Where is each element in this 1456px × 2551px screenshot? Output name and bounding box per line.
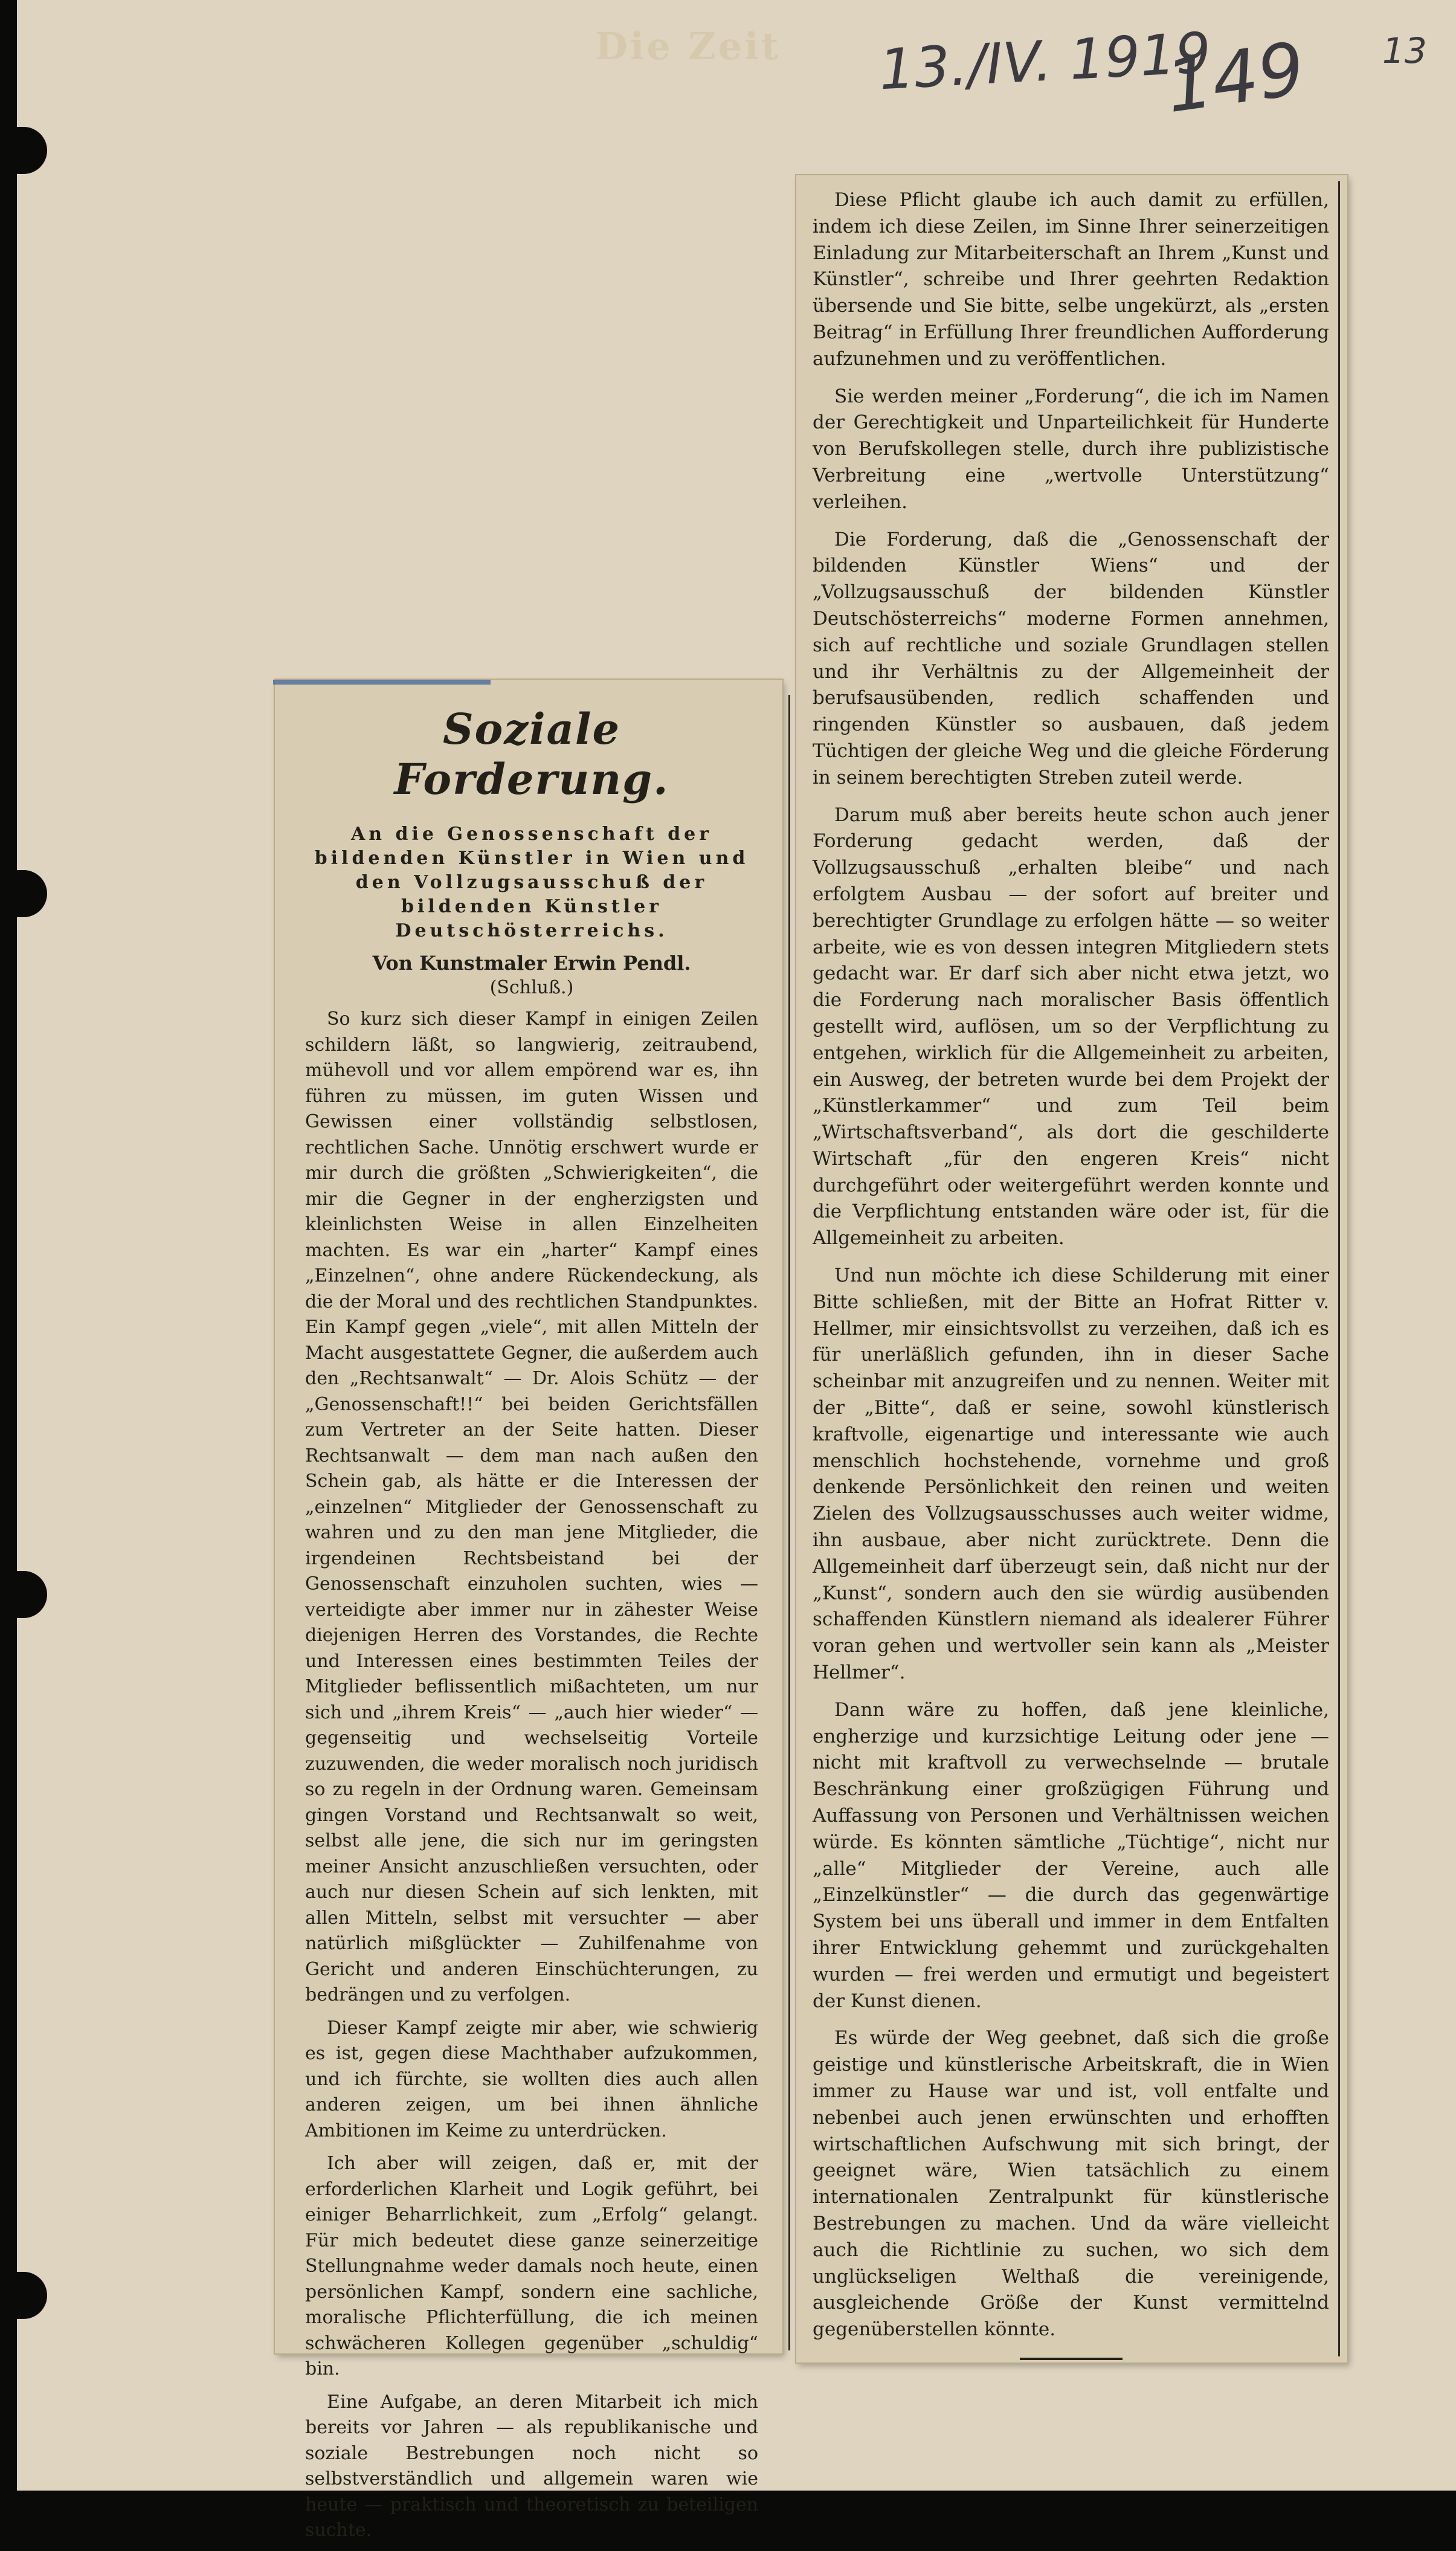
punch-hole (17, 1571, 47, 1618)
paragraph: Sie werden meiner „Forderung“, die ich im Namen der Gerechtigkeit und Unparteilichkeit für Hunderte von Berufskollegen stelle, durch ihre publizistische Verbreitung eine „wertvolle Unterstützung“ verleihen. (813, 385, 1329, 513)
blue-pencil-mark (273, 680, 491, 685)
article-right-column (813, 187, 1329, 2360)
column-rule (788, 695, 790, 2350)
paragraph: So kurz sich dieser Kampf in einigen Zeilen schildern läßt, so langwierig, zeitraubend, mühevoll und vor allem empörend war es, ihn führen zu müssen, im guten Wissen und Gewissen einer vollständig selbstlosen, rechtlichen Sache. Unnötig erschwert wurde er mir durch die größten „Schwierigkeiten“, die mir die Gegner in der engherzigsten und kleinlichsten Weise in allen Einzelheiten machten. Es war ein „harter“ Kampf eines „Einzelnen“, ohne andere Rückendeckung, als die der Moral und des rechtlichen Standpunktes. Ein Kampf gegen „viele“, mit allen Mitteln der Macht ausgestattete Gegner, die außerdem auch den „Rechtsanwalt“ — Dr. Alois Schütz — der „Genossenschaft!!“ bei beiden Gerichtsfällen zum Vertreter an der Seite hatten. Dieser Rechtsanwalt — dem man nach außen den Schein gab, als hätte er die Interessen der „einzelnen“ Mitglieder der Genossenschaft zu wahren und zu den man jene Mitglieder, die irgendeinen Rechtsbeistand bei der Genossenschaft einzuholen suchten, wies — verteidigte aber immer nur in zähester Weise diejenigen Herren des Vorstandes, die Rechte und Interessen eines bestimmten Teiles der Mitglieder beflissentlich mißachteten, um nur sich und „ihrem Kreis“ — „auch hier wieder“ — gegenseitig und wechselseitig Vorteile zuzuwenden, die weder moralisch noch juridisch so zu regeln in der Ordnung waren. Gemeinsam gingen Vorstand und Rechtsanwalt so weit, selbst alle jene, die sich nur im geringsten meiner Ansicht anzuschließen versuchten, oder auch nur diesen Schein auf sich lenkten, mit allen Mitteln, selbst mit versuchter — aber natürlich mißglückter — Zuhilfenahme von Gericht und anderen Einschüchterungen, zu bedrängen und zu verfolgen. (305, 1008, 758, 2005)
paragraph: Diese Pflicht glaube ich auch damit zu erfüllen, indem ich diese Zeilen, im Sinne Ihrer seinerzeitigen Einladung zur Mitarbeiterschaft an Ihrem „Kunst und Künstler“, schreibe und Ihrer geehrten Redaktion übersende und Sie bitte, selbe ungekürzt, als „ersten Beitrag“ in Erfüllung Ihrer freundlichen Aufforderung aufzunehmen und zu veröffentlichen. (813, 189, 1329, 370)
article-note: (Schluß.) (489, 977, 574, 998)
column-rule (1338, 181, 1340, 2356)
paragraph: Es würde der Weg geebnet, daß sich die große geistige und künstlerische Arbeitskraft, die in Wien immer zu Hause war und ist, voll entfalte und nebenbei auch jenen erwünschten und erhofften wirtschaftlichen Aufschwung mit sich bringt, der geeignet wäre, Wien tatsächlich zu einem internationalen Zentralpunkt für künstlerische Bestrebungen zu machen. Und da wäre vielleicht auch die Richtlinie zu suchen, wo sich dem unglückseligen Welthaß die vereinigende, ausgleichende Größe der Kunst vermittelnd gegenüberstellen könnte. (813, 2027, 1329, 2341)
article-title: Soziale Forderung. (394, 704, 669, 804)
paragraph: Dann wäre zu hoffen, daß jene kleinliche, engherzige und kurzsichtige Leitung oder jene — nicht mit kraftvoll zu verwechselnde — brutale Beschränkung einer großzügigen Führung und Auffassung von Personen und Verhältnissen weichen würde. Es könnten sämtliche „Tüchtige“, nicht nur „alle“ Mitglieder der Vereine, auch alle „Einzelkünstler“ — die durch das gegenwärtige System bei uns überall und immer in dem Entfalten ihrer Entwicklung gehemmt und zurückgehalten wurden — frei werden und ermutigt und begeistert der Kunst dienen. (813, 1698, 1329, 2012)
handwritten-date: 13./IV. 1919 (877, 20, 1213, 103)
paragraph: Eine Aufgabe, an deren Mitarbeit ich mich bereits vor Jahren — als republikanische und soziale Bestrebungen noch nicht so selbstverständlich und allgemein waren wie heute — praktisch und theoretisch zu beteiligen suchte. (305, 2391, 758, 2541)
paragraph: Und nun möchte ich diese Schilderung mit einer Bitte schließen, mit der Bitte an Hofrat Ritter v. Hellmer, mir einsichtsvollst zu verzeihen, daß ich es für unerläßlich gefunden, ihn in dieser Sache scheinbar mit anzugreifen und zu nennen. Weiter mit der „Bitte“, daß er seine, sowohl künstlerisch kraftvolle, eigenartige und interessante wie auch menschlich hochstehende, vornehme und groß denkende Persönlichkeit den reinen und weiten Zielen des Vollzugsausschusses auch weiter widme, ihn ausbaue, aber nicht zurücktrete. Denn die Allgemeinheit darf überzeugt sein, daß nicht nur der „Kunst“, sondern auch den sie würdig ausübenden schaffenden Künstlern niemand als idealerer Führer voran gehen und wertvoller sein kann als „Meister Hellmer“. (813, 1265, 1329, 1684)
handwritten-page-number: 13 (1382, 30, 1427, 71)
end-rule (1020, 2358, 1123, 2360)
handwritten-number: 149 (1161, 27, 1310, 130)
article-subtitle: An die Genossenschaft der bildenden Künstler in Wien und den Vollzugsausschuß der bildenden Künstler Deutschösterreichs. (314, 824, 749, 941)
punch-hole (17, 127, 47, 174)
punch-hole (17, 2272, 47, 2319)
article-left-column (305, 704, 758, 2551)
masthead-stamp: Die Zeit (595, 24, 781, 68)
paragraph: Darum muß aber bereits heute schon auch jener Forderung gedacht werden, daß der Vollzugsausschuß „erhalten bleibe“ und nach erfolgtem Ausbau — der sofort auf breiter und berechtigter Grundlage zu erfolgen hätte — so weiter arbeite, wie es von dessen integren Mitgliedern stets gedacht war. Er darf sich aber nicht etwa jetzt, wo die Forderung nach moralischer Basis öffentlich gestellt wird, auflösen, um so der Verpflichtung zu entgehen, wirklich für die Allgemeinheit zu arbeiten, ein Ausweg, der betreten wurde bei dem Projekt der „Künstlerkammer“ und zum Teil beim „Wirtschaftsverband“, als dort die geschilderte Wirtschaft „für den engeren Kreis“ nicht durchgeführt oder weitergeführt werden konnte und die Verpflichtung entstanden wäre oder ist, für die Allgemeinheit zu arbeiten. (813, 804, 1329, 1250)
paragraph: Dieser Kampf zeigte mir aber, wie schwierig es ist, gegen diese Machthaber aufzukommen, und ich fürchte, sie wollten dies auch allen anderen zeigen, um bei ihnen ähnliche Ambitionen im Keime zu unterdrücken. (305, 2017, 758, 2141)
punch-hole (17, 870, 47, 917)
paragraph: Ich aber will zeigen, daß er, mit der erforderlichen Klarheit und Logik geführt, bei einiger Beharrlichkeit, zum „Erfolg“ gelangt. Für mich bedeutet diese ganze seinerzeitige Stellungnahme weder damals noch heute, einen persönlichen Kampf, sondern eine sachliche, moralische Pflichterfüllung, die ich meinen schwächeren Kollegen gegenüber „schuldig“ bin. (305, 2153, 758, 2379)
article-author: Von Kunstmaler Erwin Pendl. (372, 952, 691, 975)
paragraph: Die Forderung, daß die „Genossenschaft der bildenden Künstler Wiens“ und der „Vollzugsausschuß der bildenden Künstler Deutschösterreichs“ moderne Formen annehmen, sich auf rechtliche und soziale Grundlagen stellen und ihr Verhältnis zu der Allgemeinheit der berufsausübenden, redlich schaffenden und ringenden Künstler so ausbauen, daß jedem Tüchtigen der gleiche Weg und die gleiche Förderung in seinem berechtigten Streben zuteil werde. (813, 528, 1329, 789)
